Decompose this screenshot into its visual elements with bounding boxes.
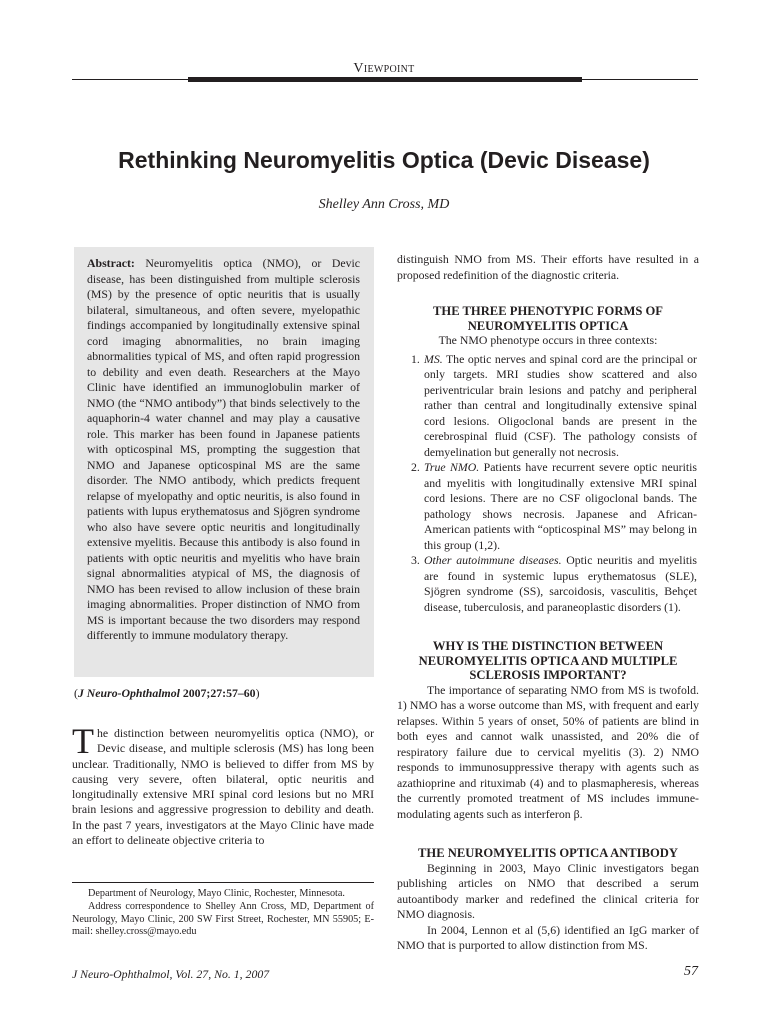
section-label: Viewpoint [353,61,415,76]
list-number: 2. [411,460,420,474]
heading-distinction: WHY IS THE DISTINCTION BETWEEN NEUROMYELITIS OPTICA AND MULTIPLE SCLEROSIS IMPORTANT? [418,639,678,682]
intro-text: he distinction between neuromyelitis optica (NMO), or Devic disease, and multiple sclerosis (MS) has long been unclear. Traditionally, NMO is believed to differ from MS by causing very severe, often bilateral, optic neuritis and longitudinally extensive MRI spinal cord lesions but no MRI brain lesions and aggressive progression to debility and death. In the past 7 years, investigators at the Mayo Clinic have made an effort to delineate objective criteria to [72,726,374,848]
page-number: 57 [684,964,698,979]
abstract-text: Neuromyelitis optica (NMO), or Devic disease, has been distinguished from multiple sclerosis (MS) by the presence of optic neuritis that is usually bilateral, simultaneous, and often severe, myelopathic findings accompanied by longitudinally extensive spinal cord imaging abnormalities, no brain imaging abnormalities typical of MS, and often rapid progression to debility and even death. Researchers at the Mayo Clinic have identified an immunoglobulin marker of NMO (the “NMO antibody”) that binds selectively to the aquaphorin-4 water channel and may play a causative role. This marker has been found in Japanese patients with opticospinal MS, prompting the suggestion that NMO and Japanese opticospinal MS are the same disorder. The NMO antibody, which predicts frequent relapse of myelopathy and optic neuritis, is also found in patients with lupus erythematosus and Sjögren syndrome who also have severe optic neuritis and longitudinally extensive myelitis. Because this antibody is also found in patients with optic neuritis and myelitis who have brain signal abnormalities atypical of MS, the diagnosis of NMO has been revised to allow inclusion of these brain imaging abnormalities. Proper distinction of NMO from MS is important because the two disorders may respond differently to immune modulatory therapy. [87,256,360,642]
header-rule-bold [188,77,582,82]
list-term: MS. [424,351,443,366]
list-term: True NMO. [424,460,480,474]
abstract-label: Abstract: [87,256,135,270]
phenotype-lead: The NMO phenotype occurs in three contexts: [438,333,658,347]
footnote-affiliation: Department of Neurology, Mayo Clinic, Rochester, Minnesota. [88,888,345,899]
heading-phenotypic-forms: THE THREE PHENOTYPIC FORMS OF NEUROMYELITIS OPTICA [433,304,663,333]
list-item [397,460,699,553]
footnote-address: Address correspondence to Shelley Ann Cross, MD, Department of Neurology, Mayo Clinic, 200 SW First Street, Rochester, MN 55905; E-mail: shelley.cross@mayo.edu [72,900,374,938]
list-number: 3. [411,553,420,567]
article-author: Shelley Ann Cross, MD [318,197,450,212]
list-number: 1. [411,351,420,366]
drop-cap: T [72,721,94,761]
citation-details: 2007;27:57–60 [182,686,256,700]
abstract-box [74,247,374,677]
footer-journal: J Neuro-Ophthalmol, Vol. 27, No. 1, 2007 [72,967,270,981]
citation: (J Neuro-Ophthalmol 2007;27:57–60) [74,686,260,700]
antibody-paragraph-1: Beginning in 2003, Mayo Clinic investigators began publishing articles on NMO that described a serum autoantibody marker and redefined the clinical criteria for NMO diagnosis. [397,860,699,921]
article-title: Rethinking Neuromyelitis Optica (Devic Disease) [118,147,650,173]
citation-journal: J Neuro-Ophthalmol [77,686,180,700]
list-text: The optic nerves and spinal cord are the principal or only targets. MRI studies show scattered and also periventricular brain lesions and patchy and peripheral rather than central and longitudinally extensive spinal cord lesions. Oligoclonal bands are present in the cerebrospinal fluid (CSF). The pathology consists of demyelination but generally not necrosis. [424,351,697,459]
distinction-paragraph: The importance of separating NMO from MS is twofold. 1) NMO has a worse outcome than MS, with frequent and early relapses. Within 5 years of onset, 50% of patients are blind in both eyes and cannot walk unassisted, and 20% die of respiratory failure due to cervical myelitis (3). 2) NMO responds to immunosuppressive therapy with agents such as azathioprine and rituximab (4) and to plasmapheresis, whereas the currently promoted treatment of MS includes immune-modulating agents such as interferon β. [397,682,699,821]
antibody-paragraph-2: In 2004, Lennon et al (5,6) identified an IgG marker of NMO that is purported to allow distinction from MS. [397,922,699,952]
phenotype-list [397,352,699,616]
heading-nmo-antibody: THE NEUROMYELITIS OPTICA ANTIBODY [418,846,678,860]
list-item [397,352,699,461]
list-term: Other autoimmune diseases. [424,553,562,567]
right-column [397,252,699,954]
list-item [397,553,699,615]
footnote-rule [72,882,374,883]
footnote [72,888,374,939]
continuation-text: distinguish NMO from MS. Their efforts have resulted in a proposed redefinition of the diagnostic criteria. [397,252,699,282]
list-text: Patients have recurrent severe optic neuritis and myelitis with longitudinally extensive MRI spinal cord lesions. There are no CSF oligoclonal bands. The pathology shows necrosis. Japanese and African-American patients with “opticospinal MS” may belong in this group (1,2). [424,460,697,552]
intro-paragraph [72,721,374,848]
list-text: Optic neuritis and myelitis are found in systemic lupus erythematosus (SLE), Sjögren syndrome (SS), sarcoidosis, vasculitis, Behçet disease, tuberculosis, and paraneoplastic disorders (1). [424,553,697,614]
